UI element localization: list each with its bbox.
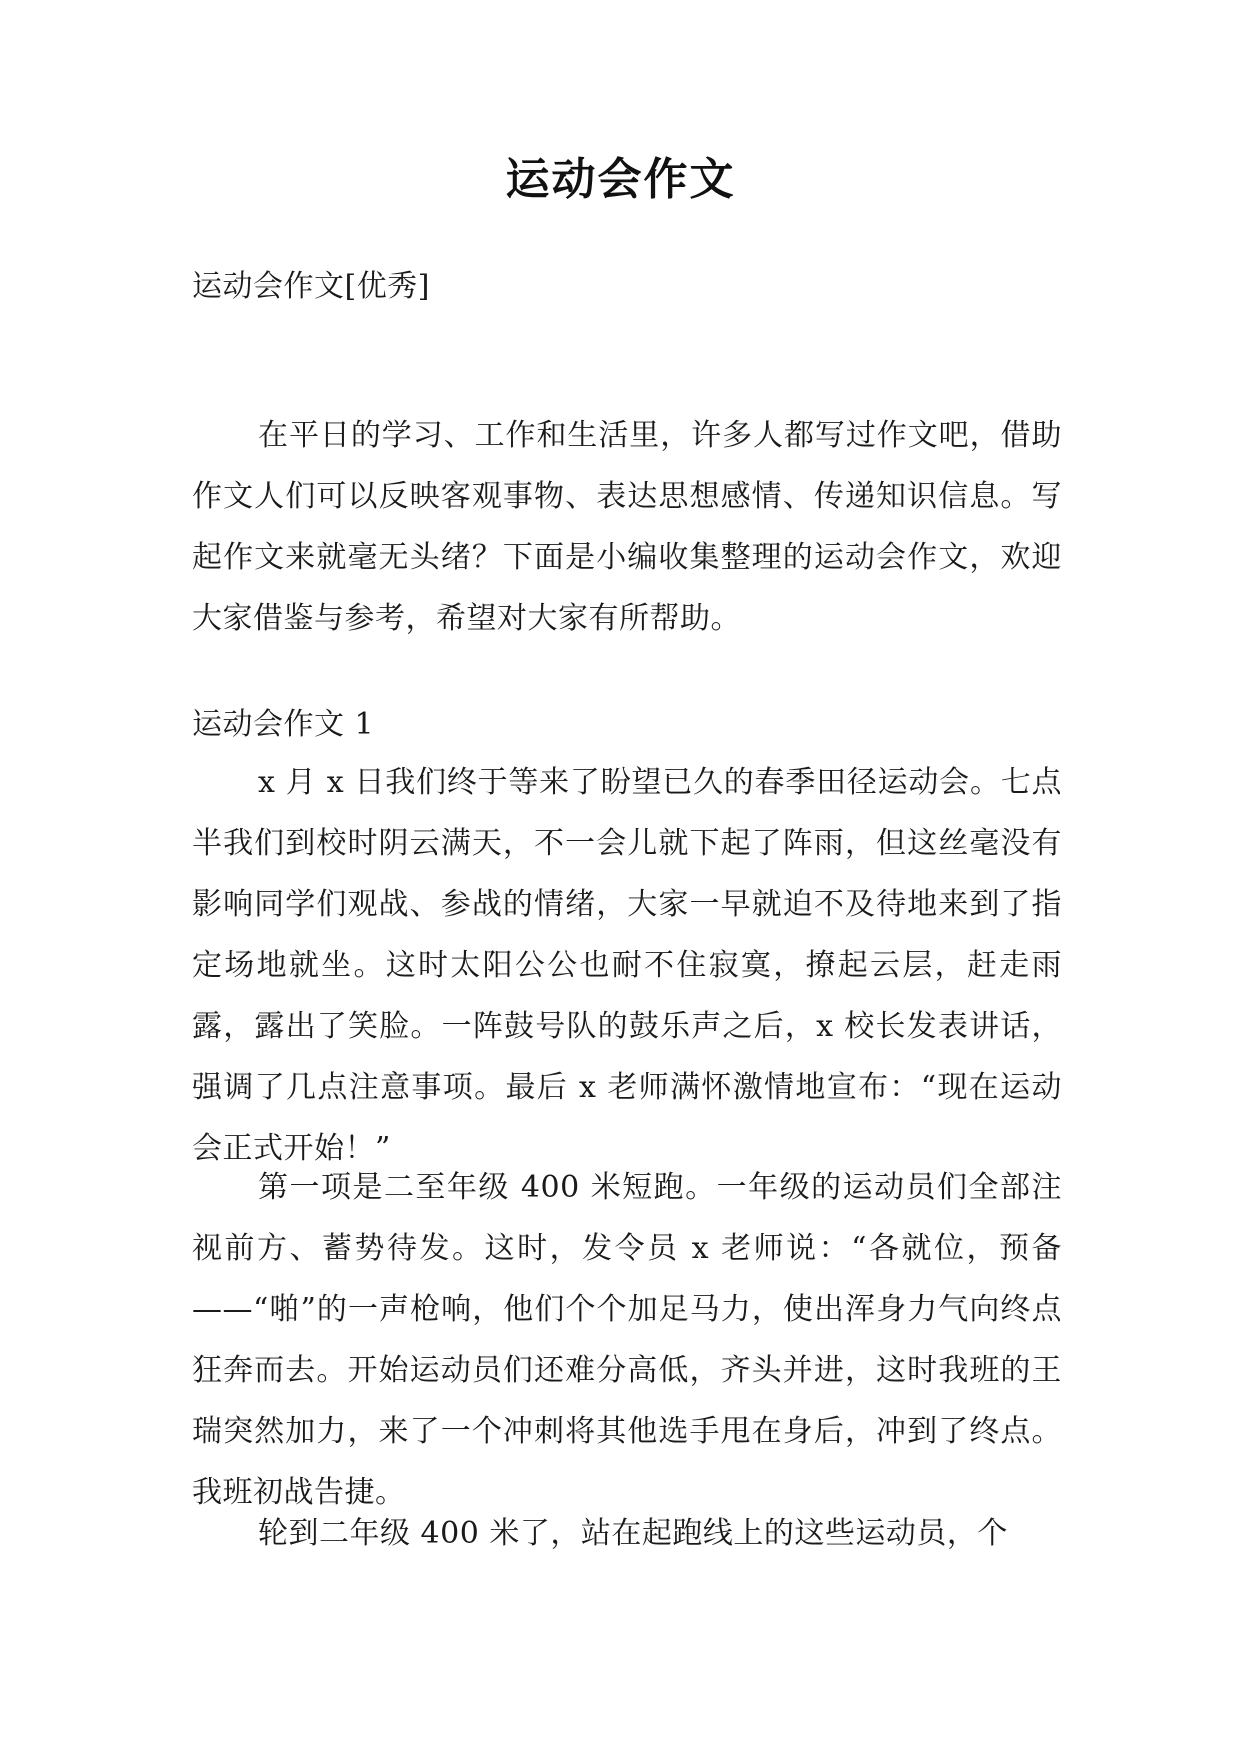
document-title: 运动会作文 [505, 154, 736, 205]
document-subtitle: 运动会作文[优秀] [192, 269, 430, 304]
section-heading-1: 运动会作文 1 [192, 707, 375, 742]
body-paragraph-1: x 月 x 日我们终于等来了盼望已久的春季田径运动会。七点半我们到校时阴云满天，不一会儿就下起了阵雨，但这丝毫没有影响同学们观战、参战的情绪，大家一早就迫不及待地来到了指定场地就坐。这时太阳公公也耐不住寂寞，撩起云层，赶走雨露，露出了笑脸。一阵鼓号队的鼓乐声之后，x 校长发表讲话，强调了几点注意事项。最后 x 老师满怀激情地宣布：“现在运动会正式开始！” [192, 765, 1062, 1166]
body-paragraph-2: 第一项是二至年级 400 米短跑。一年级的运动员们全部注视前方、蓄势待发。这时，发令员 x 老师说：“各就位，预备——“啪”的一声枪响，他们个个加足马力，使出浑身力气向终点狂奔而去。开始运动员们还难分高低，齐头并进，这时我班的王瑞突然加力，来了一个冲刺将其他选手甩在身后，冲到了终点。我班初战告捷。 [192, 1170, 1062, 1510]
body-paragraph-3: 轮到二年级 400 米了，站在起跑线上的这些运动员，个 [258, 1516, 1008, 1551]
intro-paragraph: 在平日的学习、工作和生活里，许多人都写过作文吧，借助作文人们可以反映客观事物、表达思想感情、传递知识信息。写起作文来就毫无头绪？下面是小编收集整理的运动会作文，欢迎大家借鉴与参考，希望对大家有所帮助。 [192, 418, 1062, 636]
